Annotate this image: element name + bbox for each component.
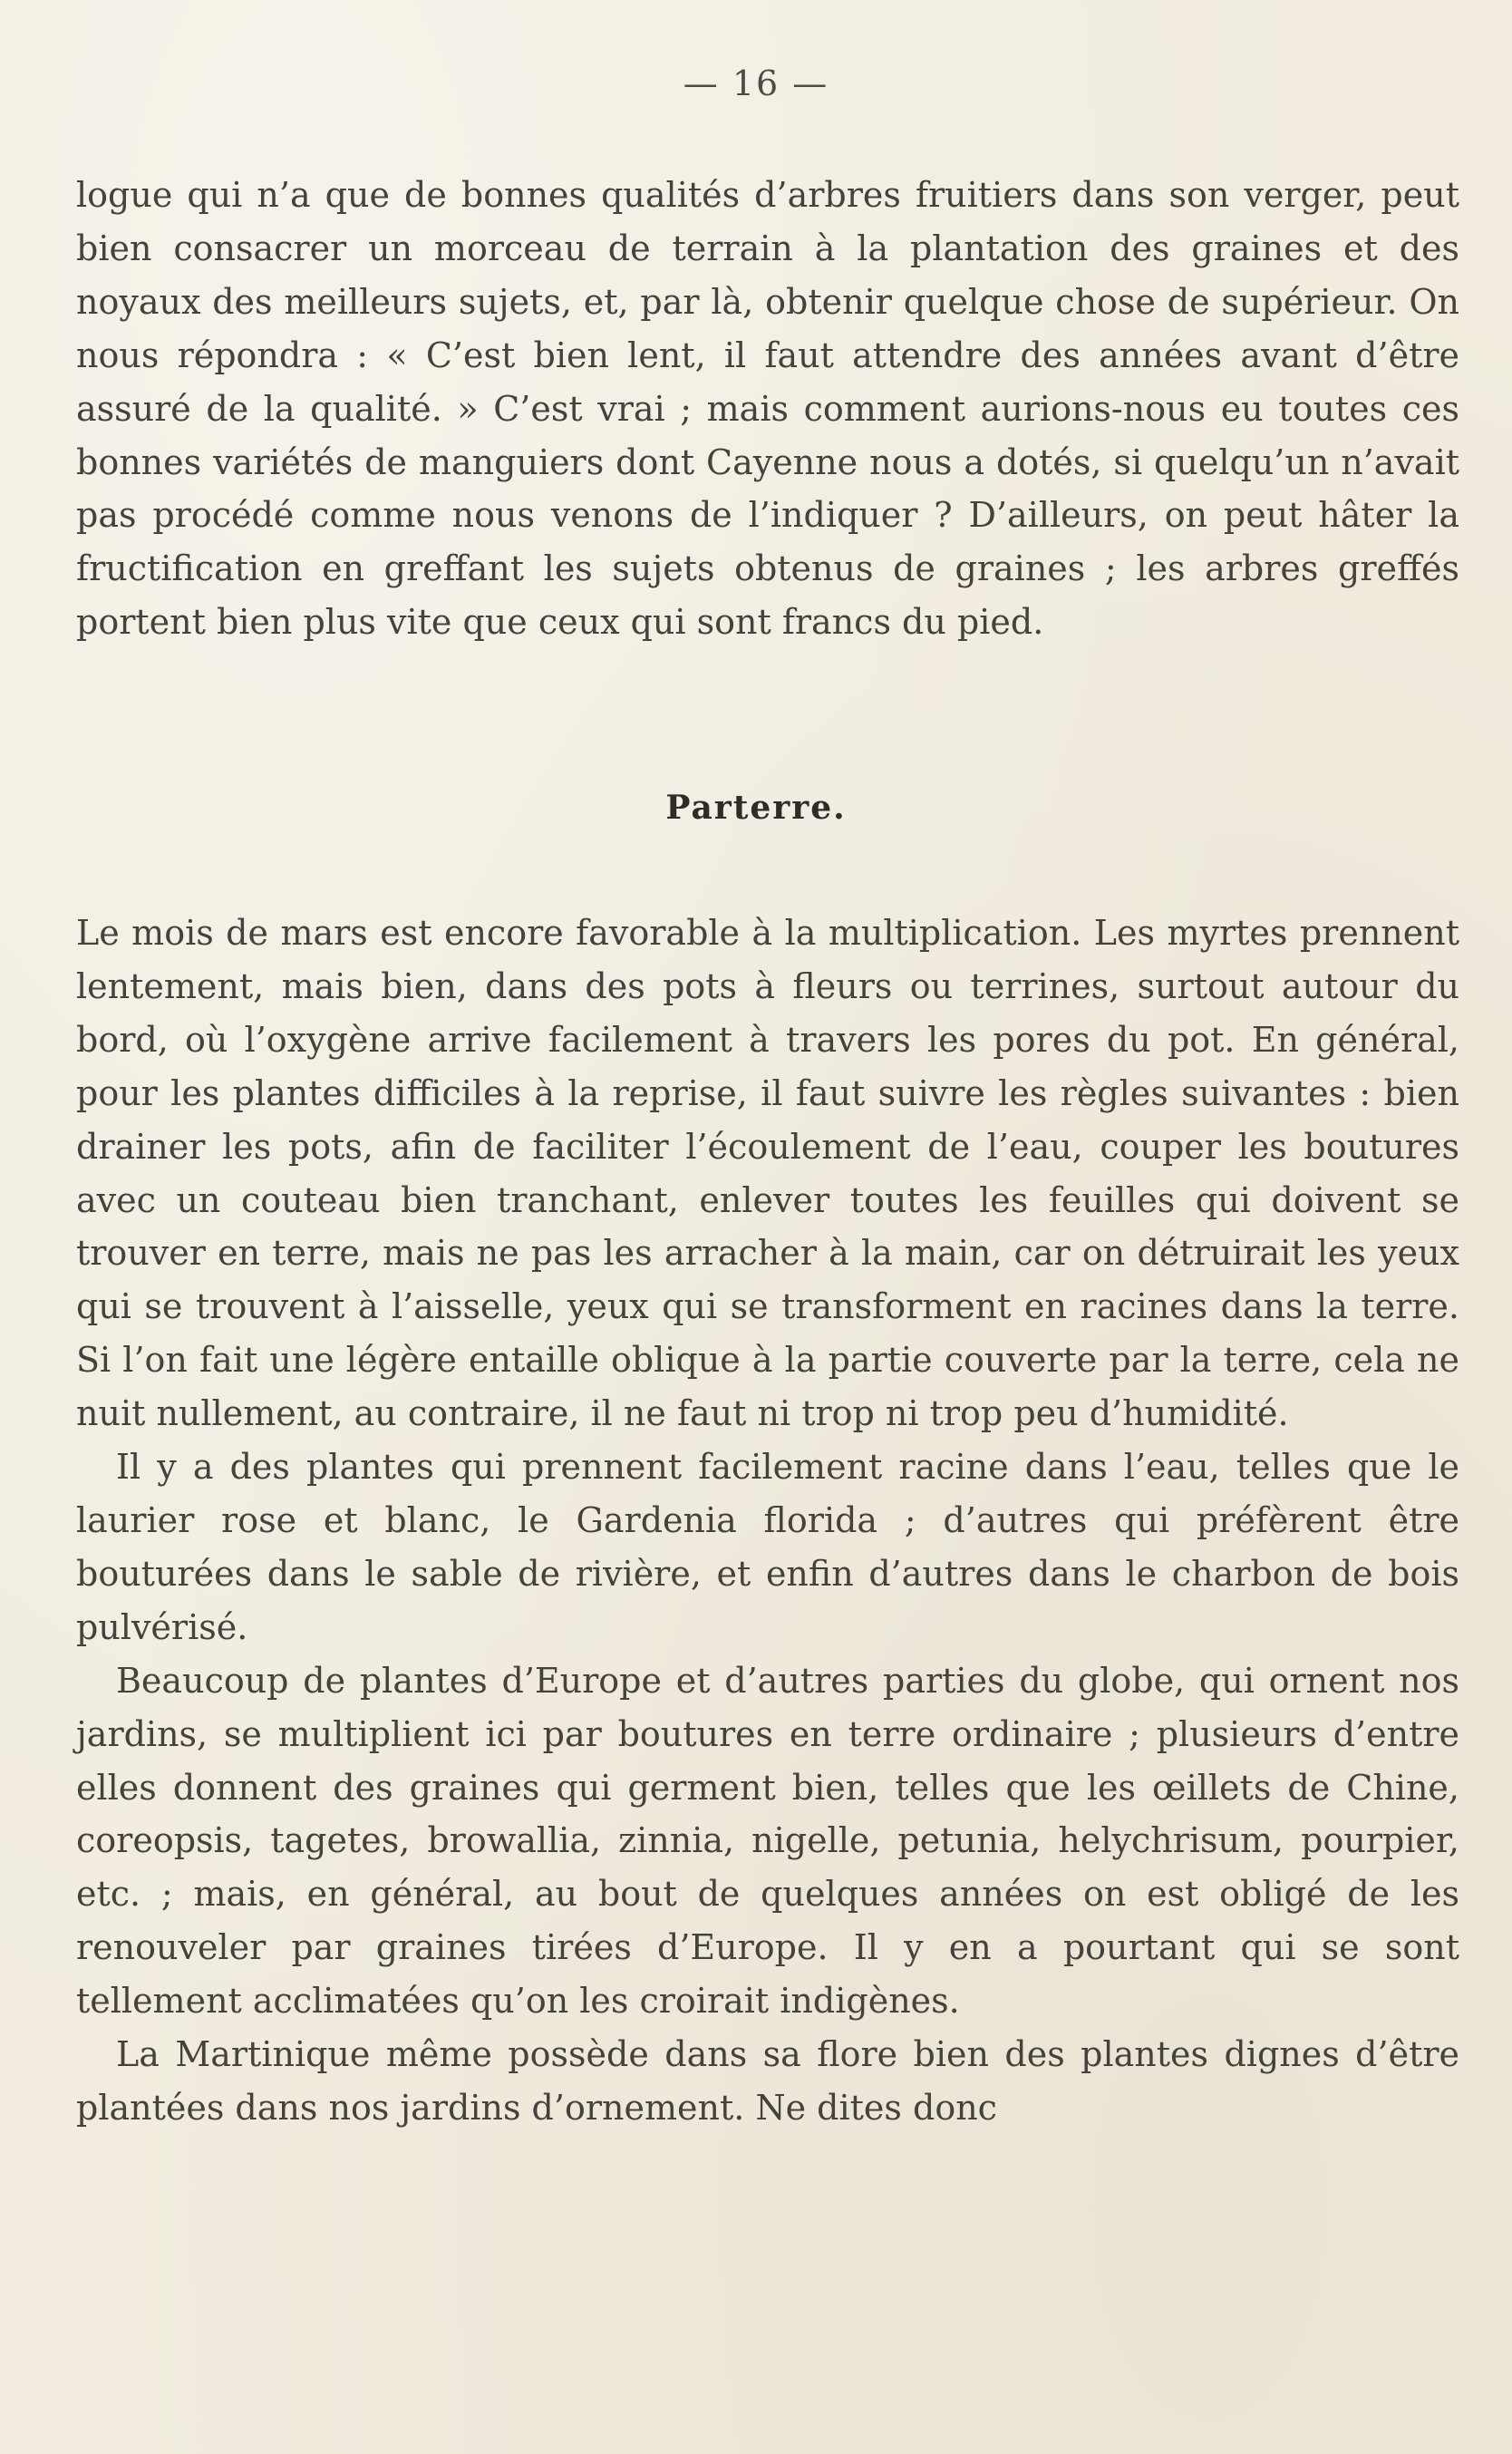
paragraph: Il y a des plantes qui prennent facilement racine dans l’eau, telles que le laurier rose et blanc, le Gardenia florida ; d’autres qui préfèrent être bouturées dans le sable de rivière, et enfin d’autres dans le charbon de bois pulvérisé.	[76, 1447, 1459, 1647]
paragraph: Beaucoup de plantes d’Europe et d’autres parties du globe, qui ornent nos jardins, se multiplient ici par boutures en terre ordinaire ; plusieurs d’entre elles donnent des graines qui germent bien, telles que les œillets de Chine, coreopsis, tagetes, browallia, zinnia, nigelle, petunia, helychrisum, pourpier, etc. ; mais, en général, au bout de quelques années on est obligé de les renouveler par graines tirées d’Europe. Il y en a pourtant qui se sont tellement acclimatées qu’on les croirait indigènes.	[76, 1660, 1459, 2022]
section-continuation	[76, 169, 1459, 649]
section-heading: Parterre.	[665, 789, 847, 827]
paragraph: Le mois de mars est encore favorable à la multiplication. Les myrtes prennent lentement, mais bien, dans des pots à fleurs ou terrines, surtout autour du bord, où l’oxygène arrive facilement à travers les pores du pot. En général, pour les plantes difficiles à la reprise, il faut suivre les règles suivantes : bien drainer les pots, afin de faciliter l’écoulement de l’eau, couper les boutures avec un couteau bien tranchant, enlever toutes les feuilles qui doivent se trouver en terre, mais ne pas les arracher à la main, car on détruirait les yeux qui se trouvent à l’aisselle, yeux qui se transforment en racines dans la terre. Si l’on fait une légère entaille oblique à la partie couverte par la terre, cela ne nuit nullement, au contraire, il ne faut ni trop ni trop peu d’humidité.	[76, 913, 1459, 1434]
paragraph: La Martinique même possède dans sa flore bien des plantes dignes d’être plantées dans nos jardins d’ornement. Ne dites donc	[76, 2034, 1459, 2128]
section-parterre-body	[76, 907, 1459, 2135]
paragraph: logue qui n’a que de bonnes qualités d’arbres fruitiers dans son verger, peut bien consacrer un morceau de terrain à la plantation des graines et des noyaux des meilleurs sujets, et, par là, obtenir quelque chose de supérieur. On nous répondra : « C’est bien lent, il faut attendre des années avant d’être assuré de la qualité. » C’est vrai ; mais comment aurions-nous eu toutes ces bonnes variétés de manguiers dont Cayenne nous a dotés, si quelqu’un n’avait pas procédé comme nous venons de l’indiquer ? D’ailleurs, on peut hâter la fructification en greffant les sujets obtenus de graines ; les arbres greffés portent bien plus vite que ceux qui sont francs du pied.	[76, 175, 1459, 643]
page-number: — 16 —	[683, 63, 829, 103]
